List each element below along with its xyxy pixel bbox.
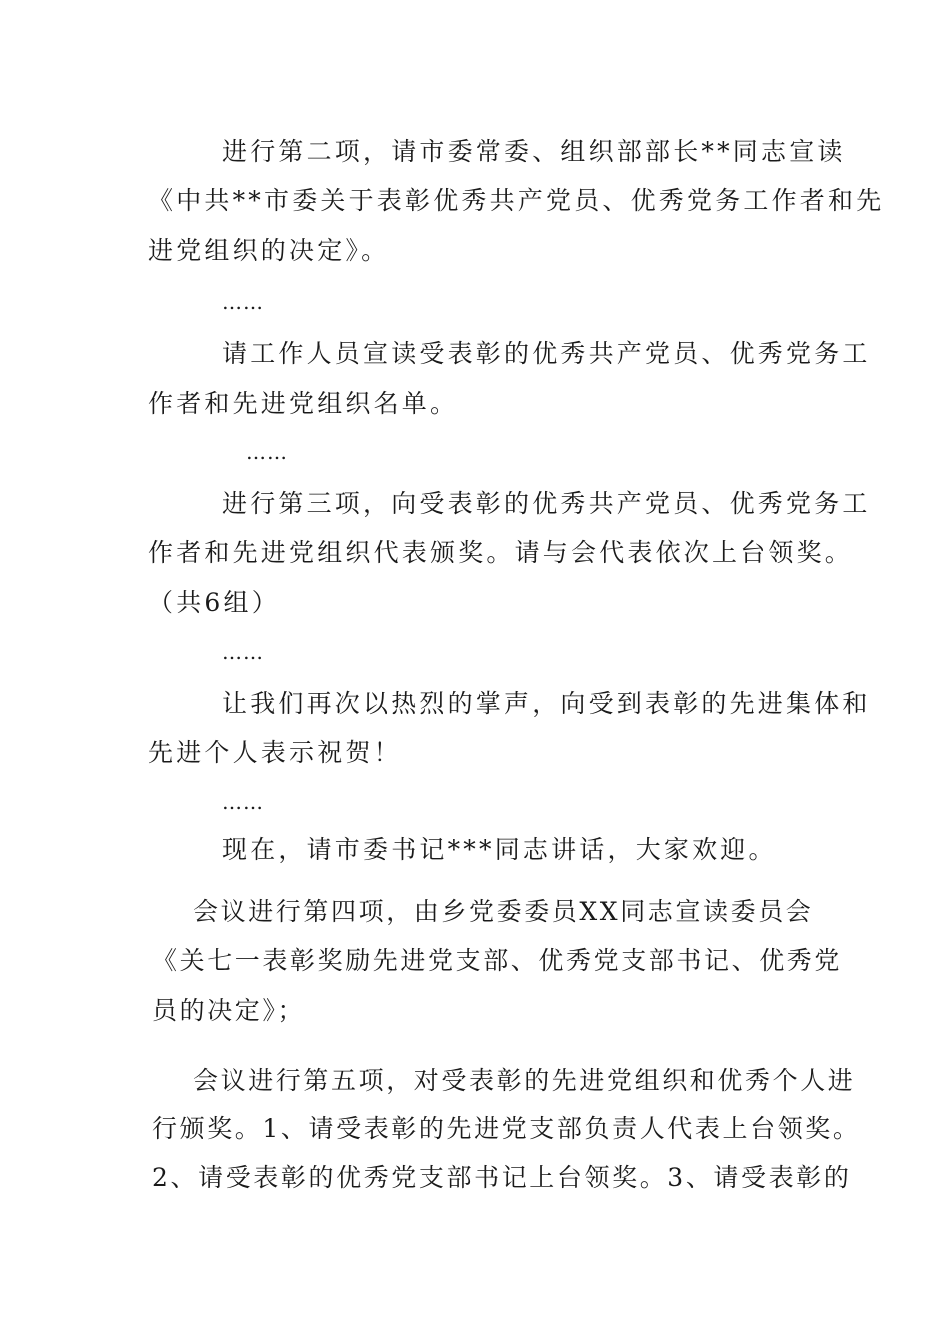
- paragraph-7-line-2: 行颁奖。1、请受表彰的先进党支部负责人代表上台领奖。: [152, 1114, 861, 1143]
- paragraph-5-line-1: 现在，请市委书记***同志讲话，大家欢迎。: [222, 835, 777, 864]
- paragraph-3-line-1: 进行第三项，向受表彰的优秀共产党员、优秀党务工: [222, 489, 871, 518]
- paragraph-1-line-2: 《中共**市委关于表彰优秀共产党员、优秀党务工作者和先: [148, 186, 885, 215]
- paragraph-4-line-2: 先进个人表示祝贺！: [148, 738, 402, 767]
- ellipsis-1: ……: [222, 290, 264, 314]
- paragraph-6-line-3: 员的决定》；: [152, 996, 306, 1025]
- ellipsis-3: ……: [222, 640, 264, 664]
- ellipsis-2: ……: [246, 440, 288, 464]
- paragraph-3-line-3: （共6组）: [148, 588, 280, 617]
- paragraph-6-line-2: 《关七一表彰奖励先进党支部、优秀党支部书记、优秀党: [152, 946, 843, 975]
- paragraph-2-line-1: 请工作人员宣读受表彰的优秀共产党员、优秀党务工: [222, 339, 871, 368]
- ellipsis-4: ……: [222, 790, 264, 814]
- paragraph-2-line-2: 作者和先进党组织名单。: [148, 389, 459, 418]
- paragraph-7-line-1: 会议进行第五项，对受表彰的先进党组织和优秀个人进: [193, 1066, 856, 1095]
- paragraph-7-line-3: 2、请受表彰的优秀党支部书记上台领奖。3、请受表彰的: [152, 1163, 852, 1192]
- paragraph-1-line-1: 进行第二项，请市委常委、组织部部长**同志宣读: [222, 137, 846, 166]
- paragraph-1-line-3: 进党组织的决定》。: [148, 236, 390, 265]
- paragraph-3-line-2: 作者和先进党组织代表颁奖。请与会代表依次上台领奖。: [148, 538, 854, 567]
- paragraph-4-line-1: 让我们再次以热烈的掌声，向受到表彰的先进集体和: [222, 689, 871, 718]
- paragraph-6-line-1: 会议进行第四项，由乡党委委员XX同志宣读委员会: [193, 897, 814, 926]
